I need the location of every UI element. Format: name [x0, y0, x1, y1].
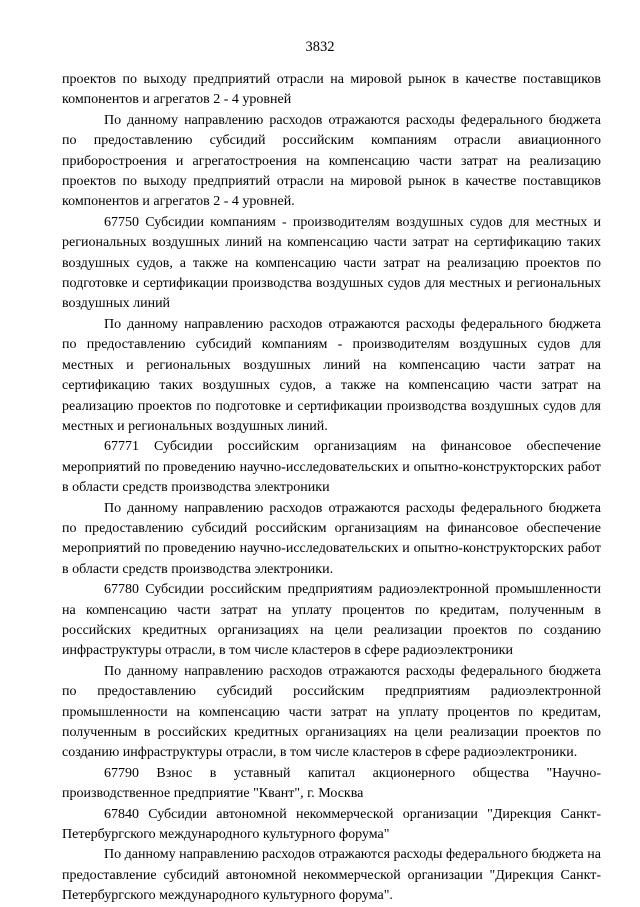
paragraph-code-67840: 67840 Субсидии автономной некоммерческой организации "Дирекция Санкт-Петербургского международного культурного форума" — [62, 806, 601, 843]
paragraph-description: По данному направлению расходов отражаются расходы федерального бюджета по предоставлению субсидий российским компаниям отрасли авиационного приборостроения и агрегатостроения на компенсацию части затрат на реализацию проектов по выходу предприятий отрасли на мировой рынок в качестве поставщиков компонентов и агрегатов 2 - 4 уровней. — [62, 112, 601, 210]
page-number: 3832 — [305, 39, 335, 55]
document-body — [62, 70, 601, 907]
paragraph-description: По данному направлению расходов отражаются расходы федерального бюджета по предоставлению субсидий компаниям - производителям воздушных судов для местных и региональных воздушных линий на компенсацию части затрат на сертификацию таких воздушных судов, а также на компенсацию части затрат на реализацию проектов по подготовке и сертификации производства воздушных судов для местных и региональных воздушных линий. — [62, 316, 601, 434]
paragraph-description: По данному направлению расходов отражаются расходы федерального бюджета на предоставление субсидий автономной некоммерческой организации "Дирекция Санкт-Петербургского международного культурного форума". — [62, 847, 601, 904]
paragraph-description: По данному направлению расходов отражаются расходы федерального бюджета по предоставлению субсидий российским организациям на финансовое обеспечение мероприятий по проведению научно-исследовательских и опытно-конструкторских работ в области средств производства электроники. — [62, 500, 601, 577]
paragraph-description: По данному направлению расходов отражаются расходы федерального бюджета по предоставлению субсидий российским предприятиям радиоэлектронной промышленности на компенсацию части затрат на уплату процентов по кредитам, полученным в российских кредитных организациях на цели реализации проектов по созданию инфраструктуры отрасли, в том числе кластеров в сфере радиоэлектроники. — [62, 663, 601, 761]
paragraph-code-67750: 67750 Субсидии компаниям - производителям воздушных судов для местных и региональных воздушных линий на компенсацию части затрат на сертификацию таких воздушных судов, а также на компенсацию части затрат на реализацию проектов по подготовке и сертификации производства воздушных судов для местных и региональных воздушных линий — [62, 214, 601, 312]
paragraph-continuation: проектов по выходу предприятий отрасли на мировой рынок в качестве поставщиков компонентов и агрегатов 2 - 4 уровней — [62, 72, 601, 108]
paragraph-code-67790: 67790 Взнос в уставный капитал акционерного общества "Научно-производственное предприятие "Квант", г. Москва — [62, 765, 601, 802]
paragraph-code-67780: 67780 Субсидии российским предприятиям радиоэлектронной промышленности на компенсацию части затрат на уплату процентов по кредитам, полученным в российских кредитных организациях на цели реализации проектов по созданию инфраструктуры отрасли, в том числе кластеров в сфере радиоэлектроники — [62, 582, 601, 659]
paragraph-code-67771: 67771 Субсидии российским организациям на финансовое обеспечение мероприятий по проведению научно-исследовательских и опытно-конструкторских работ в области средств производства электроники — [62, 439, 601, 496]
